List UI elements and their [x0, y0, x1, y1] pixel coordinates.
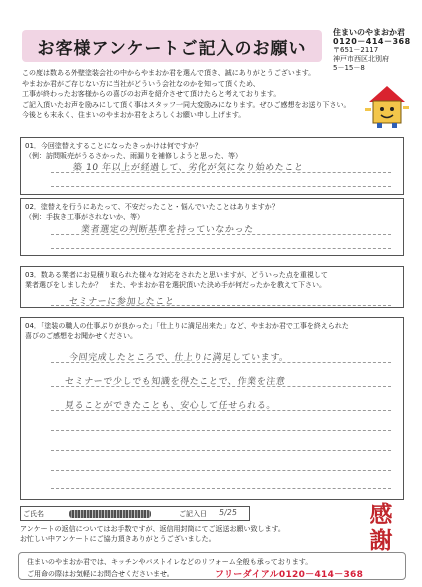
name-label: ご氏名	[23, 510, 44, 518]
question-4-text-2: 喜びのご感想をお聞かせください。	[25, 332, 137, 340]
answer-4-rule	[51, 410, 391, 411]
question-2-text: 02．塗替えを行うにあたって、不安だったこと・悩んでいたことはありますか？	[25, 203, 279, 211]
question-1-text: 01．今回塗替えすることになったきっかけは何ですか？	[25, 142, 202, 150]
answer-1-rule	[51, 172, 391, 173]
question-2-box	[20, 198, 404, 256]
company-postal: 〒651－2117	[333, 46, 379, 54]
company-phone: 0120－414－368	[333, 37, 411, 46]
answer-3-line-1: セミナーに参加したこと	[68, 297, 175, 307]
question-2-example: （例：手抜き工事がされないか、等）	[25, 213, 144, 221]
answer-4-rule	[51, 386, 391, 387]
company-block	[333, 28, 419, 73]
question-1-example: （例：訪問販売がうるさかった、雨漏りを補修しようと思った、等）	[25, 152, 242, 160]
date-value: 5/25	[218, 508, 238, 517]
footer-line-1: 住まいのやまおか君では、キッチンやバストイレなどのリフォーム全般も承っております。	[27, 558, 313, 566]
question-3-text: 03．数ある業者にお見積り取られた様々な対応をされたと思いますが、どういった点を重視して	[25, 271, 328, 279]
answer-2-rule	[51, 234, 391, 235]
answer-1-line-1: 築 10 年以上が経過して、劣化が気になり始めたこと	[72, 163, 304, 173]
kansha-calligraphy: 感謝	[369, 501, 393, 554]
answer-4-rule	[51, 470, 391, 471]
question-1-box	[20, 137, 404, 195]
question-4-box	[20, 317, 404, 500]
page-title: お客様アンケートご記入のお願い	[22, 30, 322, 62]
footer-box	[18, 552, 406, 580]
footer-line-2: ご用命の際はお気軽にお問合せくださいませ。	[27, 570, 174, 578]
company-address-1: 神戸市西区北別府	[333, 55, 389, 63]
answer-3-rule	[51, 305, 391, 306]
answer-2-line-1: 業者選定の判断基準を持っていなかった	[80, 225, 255, 235]
mascot-house-icon	[363, 82, 411, 128]
answer-4-line-1: 今回完成したところで、仕上りに満足しています。	[68, 353, 290, 363]
name-date-row	[20, 506, 250, 521]
reply-note: アンケートの返信についてはお手数ですが、返信用封筒にてご返送お願い致します。 お忙しい中アンケートにご協力頂きありがとうございました。	[20, 525, 285, 543]
answer-4-rule	[51, 362, 391, 363]
redacted-name	[69, 510, 151, 518]
question-4-text: 04．「塗装の職人の仕事ぶりが良かった」「仕上りに満足出来た」など、やまおか君で工事を終えられた	[25, 322, 349, 330]
question-3-box	[20, 266, 404, 308]
date-label: ご記入日	[179, 510, 207, 518]
answer-1-rule	[51, 186, 391, 187]
answer-4-line-2: セミナーで少しでも知識を得たことで、作業を注意	[64, 377, 286, 387]
company-address-2: 5－15－8	[333, 64, 365, 72]
answer-2-rule	[51, 248, 391, 249]
answer-4-rule	[51, 450, 391, 451]
answer-4-rule	[51, 430, 391, 431]
answer-4-rule	[51, 488, 391, 489]
footer-freedial: フリーダイアル0120－414－368	[215, 570, 364, 580]
question-3-text-2: 業者選びをしましたか？ また、やまおか君を選択頂いた決め手が何だったかを教えて下さい。	[25, 281, 326, 289]
intro-text: この度は数ある外壁塗装会社の中からやまおか君を選んで頂き、誠にありがとうございます。 やまおか君がご存じない方に当社がどういう会社なのかを知って頂くため、 工事が終わったお客様からの喜びのお声を紹介させて頂けたらと考えております。 ご記入頂いたお声を励みにして頂く事はスタッフ一同大変励みになります。ぜひご感想をお送り下さい。 今後とも末永く、住まいのやまおか君をよろしくお願い申し上げます。	[22, 69, 351, 120]
answer-4-line-3: 見ることができたことも、安心して任せられる。	[64, 401, 277, 411]
company-name: 住まいのやまおか君	[333, 28, 405, 37]
